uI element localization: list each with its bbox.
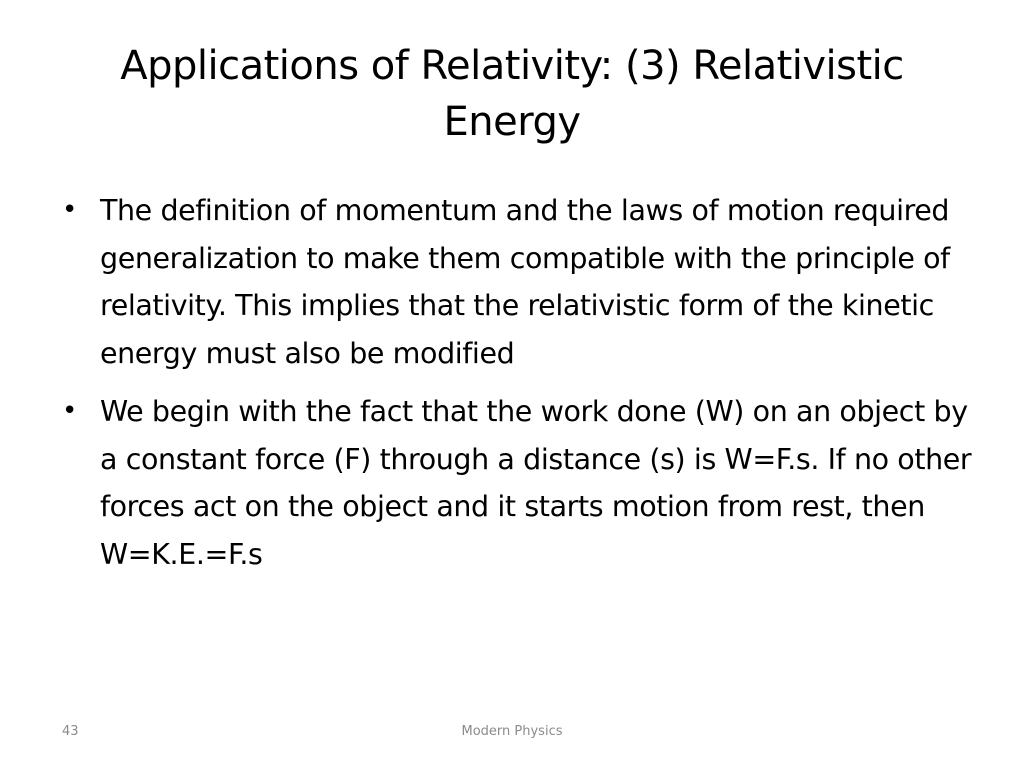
bullet-item: [62, 388, 972, 578]
bullet-text: We begin with the fact that the work done (W) on an object by a constant force (F) through a distance (s) is W=F.s. If no other forces act on the object and it starts motion from rest, then W=K.E.=F.s: [100, 395, 972, 571]
bullet-text: The definition of momentum and the laws of motion required generalization to make them compatible with the principle of relativity. This implies that the relativistic form of the kinetic energy must also be modified: [100, 194, 950, 370]
slide-number: 43: [62, 724, 79, 739]
bullet-item: [62, 187, 972, 377]
bullet-dot-icon: •: [62, 396, 77, 426]
bullet-list: [62, 187, 972, 589]
slide-title: Applications of Relativity: (3) Relativistic Energy: [120, 43, 904, 145]
footer-title: Modern Physics: [461, 724, 563, 739]
bullet-dot-icon: •: [62, 195, 77, 225]
